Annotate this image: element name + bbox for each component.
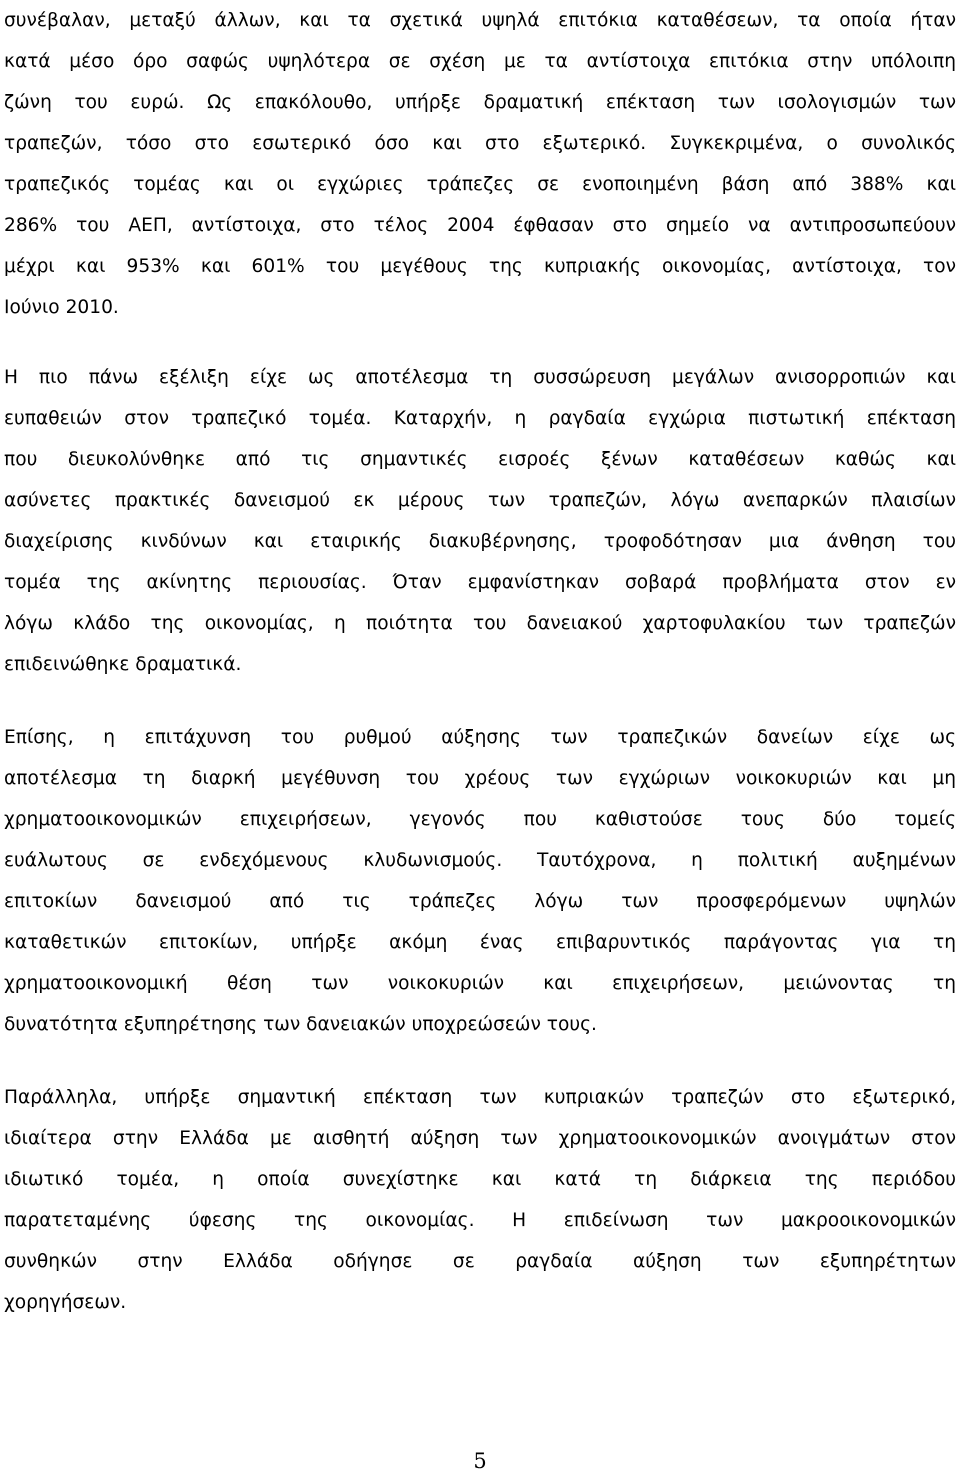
text-line: ευάλωτους σε ενδεχόμενους κλυδωνισμούς. Ταυτόχρονα, η πολιτική αυξημένων [4,850,956,871]
text-line: διαχείρισης κινδύνων και εταιρικής διακυβέρνησης, τροφοδότησαν μια άνθηση του [4,531,956,552]
text-line: χρηματοοικονομικών επιχειρήσεων, γεγονός που καθιστούσε τους δύο τομείς [4,809,956,830]
text-line: μέχρι και 953% και 601% του μεγέθους της κυπριακής οικονομίας, αντίστοιχα, τον [4,256,956,277]
text-line: συνθηκών στην Ελλάδα οδήγησε σε ραγδαία αύξηση των εξυπηρέτητων [4,1251,956,1272]
paragraph-1 [4,0,956,328]
text-line: ιδιαίτερα στην Ελλάδα με αισθητή αύξηση των χρηματοοικονομικών ανοιγμάτων στον [4,1128,956,1149]
text-line: Ιούνιο 2010. [4,297,119,318]
paragraph-3 [4,717,956,1045]
text-line: επιτοκίων δανεισμού από τις τράπεζες λόγω των προσφερόμενων υψηλών [4,891,956,912]
text-line: ευπαθειών στον τραπεζικό τομέα. Καταρχήν, η ραγδαία εγχώρια πιστωτική επέκταση [4,408,956,429]
text-line: ιδιωτικό τομέα, η οποία συνεχίστηκε και κατά τη διάρκεια της περιόδου [4,1169,956,1190]
text-line: συνέβαλαν, μεταξύ άλλων, και τα σχετικά υψηλά επιτόκια καταθέσεων, τα οποία ήταν [4,10,956,31]
text-line: τραπεζών, τόσο στο εσωτερικό όσο και στο εξωτερικό. Συγκεκριμένα, ο συνολικός [4,133,956,154]
text-line: αποτέλεσμα τη διαρκή μεγέθυνση του χρέους των εγχώριων νοικοκυριών και μη [4,768,956,789]
paragraph-4 [4,1077,956,1323]
text-line: χορηγήσεων. [4,1292,127,1313]
text-line: χρηματοοικονομική θέση των νοικοκυριών και επιχειρήσεων, μειώνοντας τη [4,973,956,994]
paragraph-2 [4,357,956,685]
text-line: Η πιο πάνω εξέλιξη είχε ως αποτέλεσμα τη συσσώρευση μεγάλων ανισορροπιών και [4,367,956,388]
page-number: 5 [473,1449,487,1473]
text-line: Επίσης, η επιτάχυνση του ρυθμού αύξησης των τραπεζικών δανείων είχε ως [4,727,956,748]
text-line: τραπεζικός τομέας και οι εγχώριες τράπεζες σε ενοποιημένη βάση από 388% και [4,174,956,195]
text-line: επιδεινώθηκε δραματικά. [4,654,242,675]
text-line: λόγω κλάδο της οικονομίας, η ποιότητα του δανειακού χαρτοφυλακίου των τραπεζών [4,613,956,634]
text-line: Παράλληλα, υπήρξε σημαντική επέκταση των κυπριακών τραπεζών στο εξωτερικό, [4,1087,956,1108]
text-line: ζώνη του ευρώ. Ως επακόλουθο, υπήρξε δραματική επέκταση των ισολογισμών των [4,92,956,113]
text-line: παρατεταμένης ύφεσης της οικονομίας. Η επιδείνωση των μακροοικονομικών [4,1210,956,1231]
text-line: δυνατότητα εξυπηρέτησης των δανειακών υποχρεώσεών τους. [4,1014,597,1035]
text-line: ασύνετες πρακτικές δανεισμού εκ μέρους των τραπεζών, λόγω ανεπαρκών πλαισίων [4,490,956,511]
text-line: που διευκολύνθηκε από τις σημαντικές εισροές ξένων καταθέσεων καθώς και [4,449,956,470]
text-line: τομέα της ακίνητης περιουσίας. Όταν εμφανίστηκαν σοβαρά προβλήματα στον εν [4,572,956,593]
text-line: καταθετικών επιτοκίων, υπήρξε ακόμη ένας επιβαρυντικός παράγοντας για τη [4,932,956,953]
text-line: κατά μέσο όρο σαφώς υψηλότερα σε σχέση με τα αντίστοιχα επιτόκια στην υπόλοιπη [4,51,956,72]
text-line: 286% του ΑΕΠ, αντίστοιχα, στο τέλος 2004 έφθασαν στο σημείο να αντιπροσωπεύουν [4,215,956,236]
